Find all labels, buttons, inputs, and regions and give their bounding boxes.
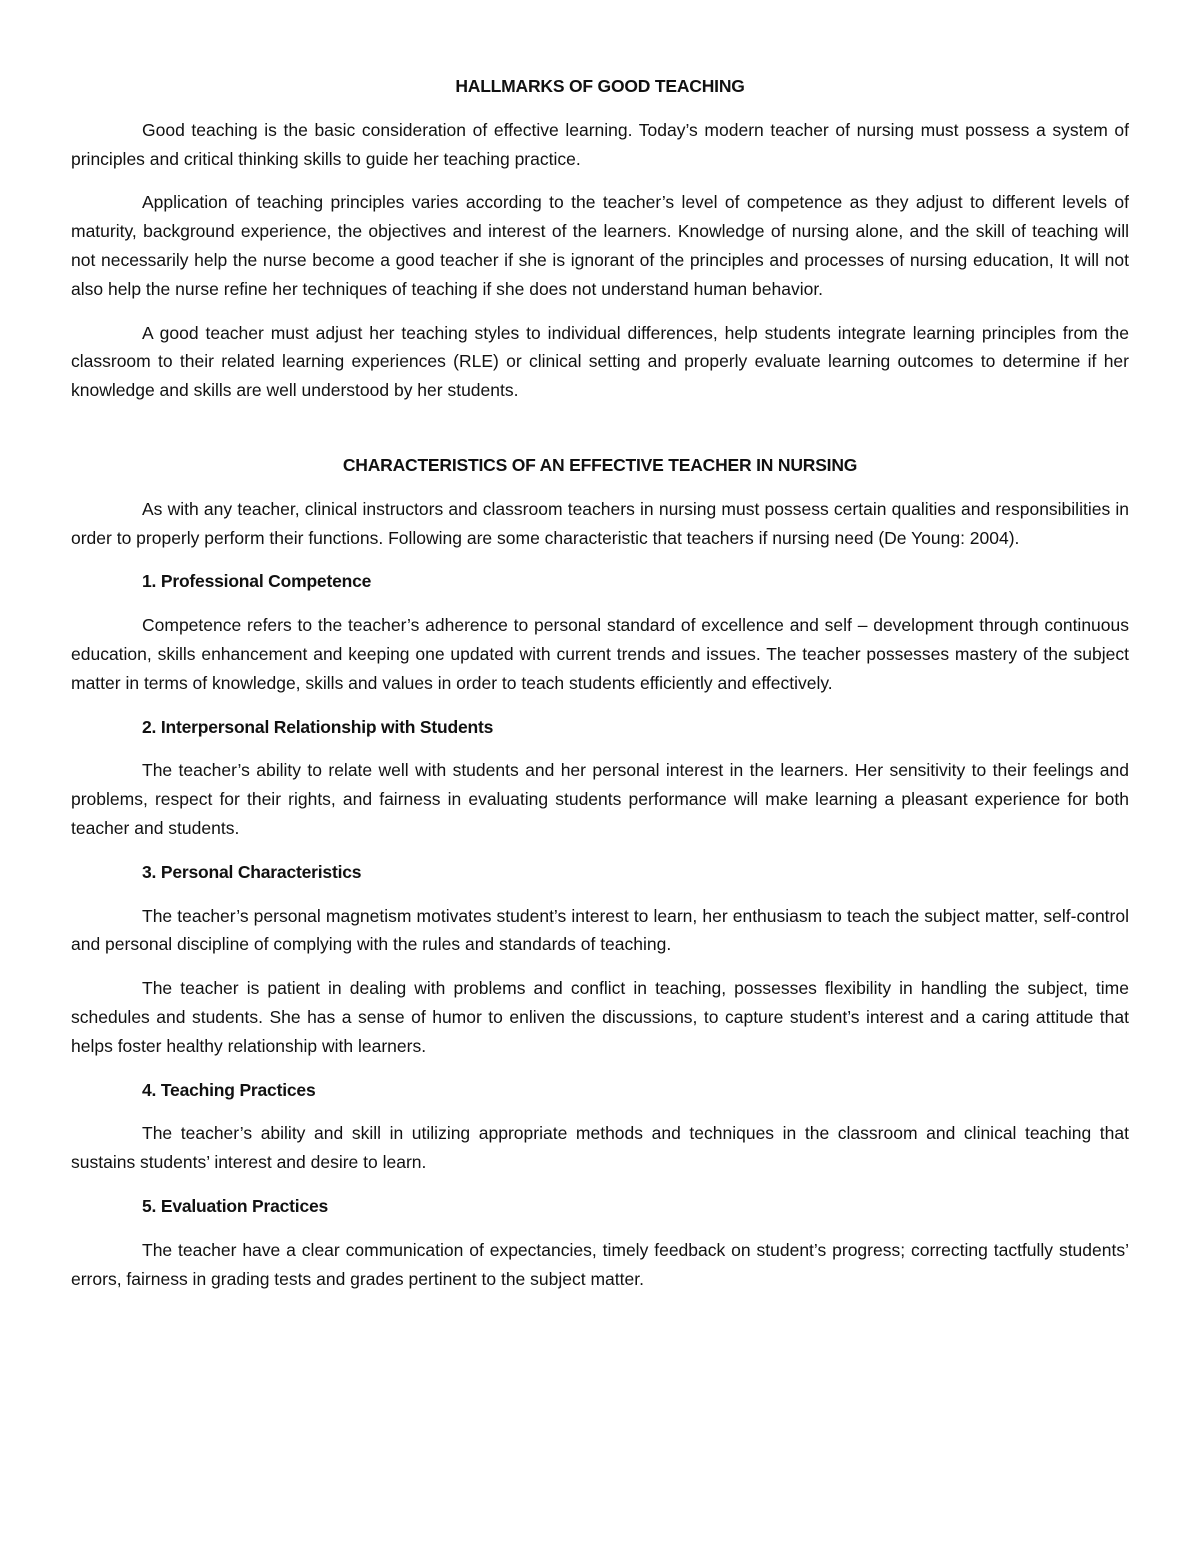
paragraph: The teacher’s ability and skill in utilizing appropriate methods and techniques in the classroom and clinical teaching that sustains students’ interest and desire to learn.	[71, 1123, 1129, 1173]
paragraph: The teacher’s personal magnetism motivates student’s interest to learn, her enthusiasm to teach the subject matter, self-control and personal discipline of complying with the rules and standards of teaching.	[71, 905, 1129, 955]
section-title-hallmarks: HALLMARKS OF GOOD TEACHING	[455, 76, 745, 96]
paragraph: As with any teacher, clinical instructors and classroom teachers in nursing must possess certain qualities and responsibilities in order to properly perform their functions. Following are some characteristic that teachers if nursing need (De Young: 2004).	[71, 498, 1129, 548]
paragraph: Application of teaching principles varies according to the teacher’s level of competence as they adjust to different levels of maturity, background experience, the objectives and interest of the learners. Knowledge of nursing alone, and the skill of teaching will not necessarily help the nurse become a good teacher if she is ignorant of the principles and processes of nursing education, It will not also help the nurse refine her techniques of teaching if she does not understand human behavior.	[71, 192, 1129, 299]
sub-heading-evaluation-practices: 5. Evaluation Practices	[142, 1195, 329, 1216]
paragraph: Competence refers to the teacher’s adherence to personal standard of excellence and self – development through continuous education, skills enhancement and keeping one updated with current trends and issues. The teacher possesses mastery of the subject matter in terms of knowledge, skills and values in order to teach students efficiently and effectively.	[71, 615, 1129, 693]
paragraph: The teacher’s ability to relate well with students and her personal interest in the learners. Her sensitivity to their feelings and problems, respect for their rights, and fairness in evaluating students performance will make learning a pleasant experience for both teacher and students.	[71, 760, 1129, 838]
sub-heading-professional-competence: 1. Professional Competence	[142, 571, 372, 592]
paragraph: Good teaching is the basic consideration of effective learning. Today’s modern teacher of nursing must possess a system of principles and critical thinking skills to guide her teaching practice.	[71, 119, 1129, 169]
paragraph: The teacher have a clear communication of expectancies, timely feedback on student’s progress; correcting tactfully students’ errors, fairness in grading tests and grades pertinent to the subject matter.	[71, 1239, 1129, 1289]
section-title-characteristics: CHARACTERISTICS OF AN EFFECTIVE TEACHER IN NURSING	[342, 454, 858, 475]
document-page	[71, 72, 1129, 1293]
sub-heading-teaching-practices: 4. Teaching Practices	[142, 1079, 316, 1100]
sub-heading-interpersonal-relationship: 2. Interpersonal Relationship with Students	[142, 716, 494, 737]
sub-heading-personal-characteristics: 3. Personal Characteristics	[142, 861, 362, 882]
paragraph: The teacher is patient in dealing with problems and conflict in teaching, possesses flexibility in handling the subject, time schedules and students. She has a sense of humor to enliven the discussions, to capture student’s interest and a caring attitude that helps foster healthy relationship with learners.	[71, 978, 1129, 1056]
paragraph: A good teacher must adjust her teaching styles to individual differences, help students integrate learning principles from the classroom to their related learning experiences (RLE) or clinical setting and properly evaluate learning outcomes to determine if her knowledge and skills are well understood by her students.	[71, 322, 1129, 401]
